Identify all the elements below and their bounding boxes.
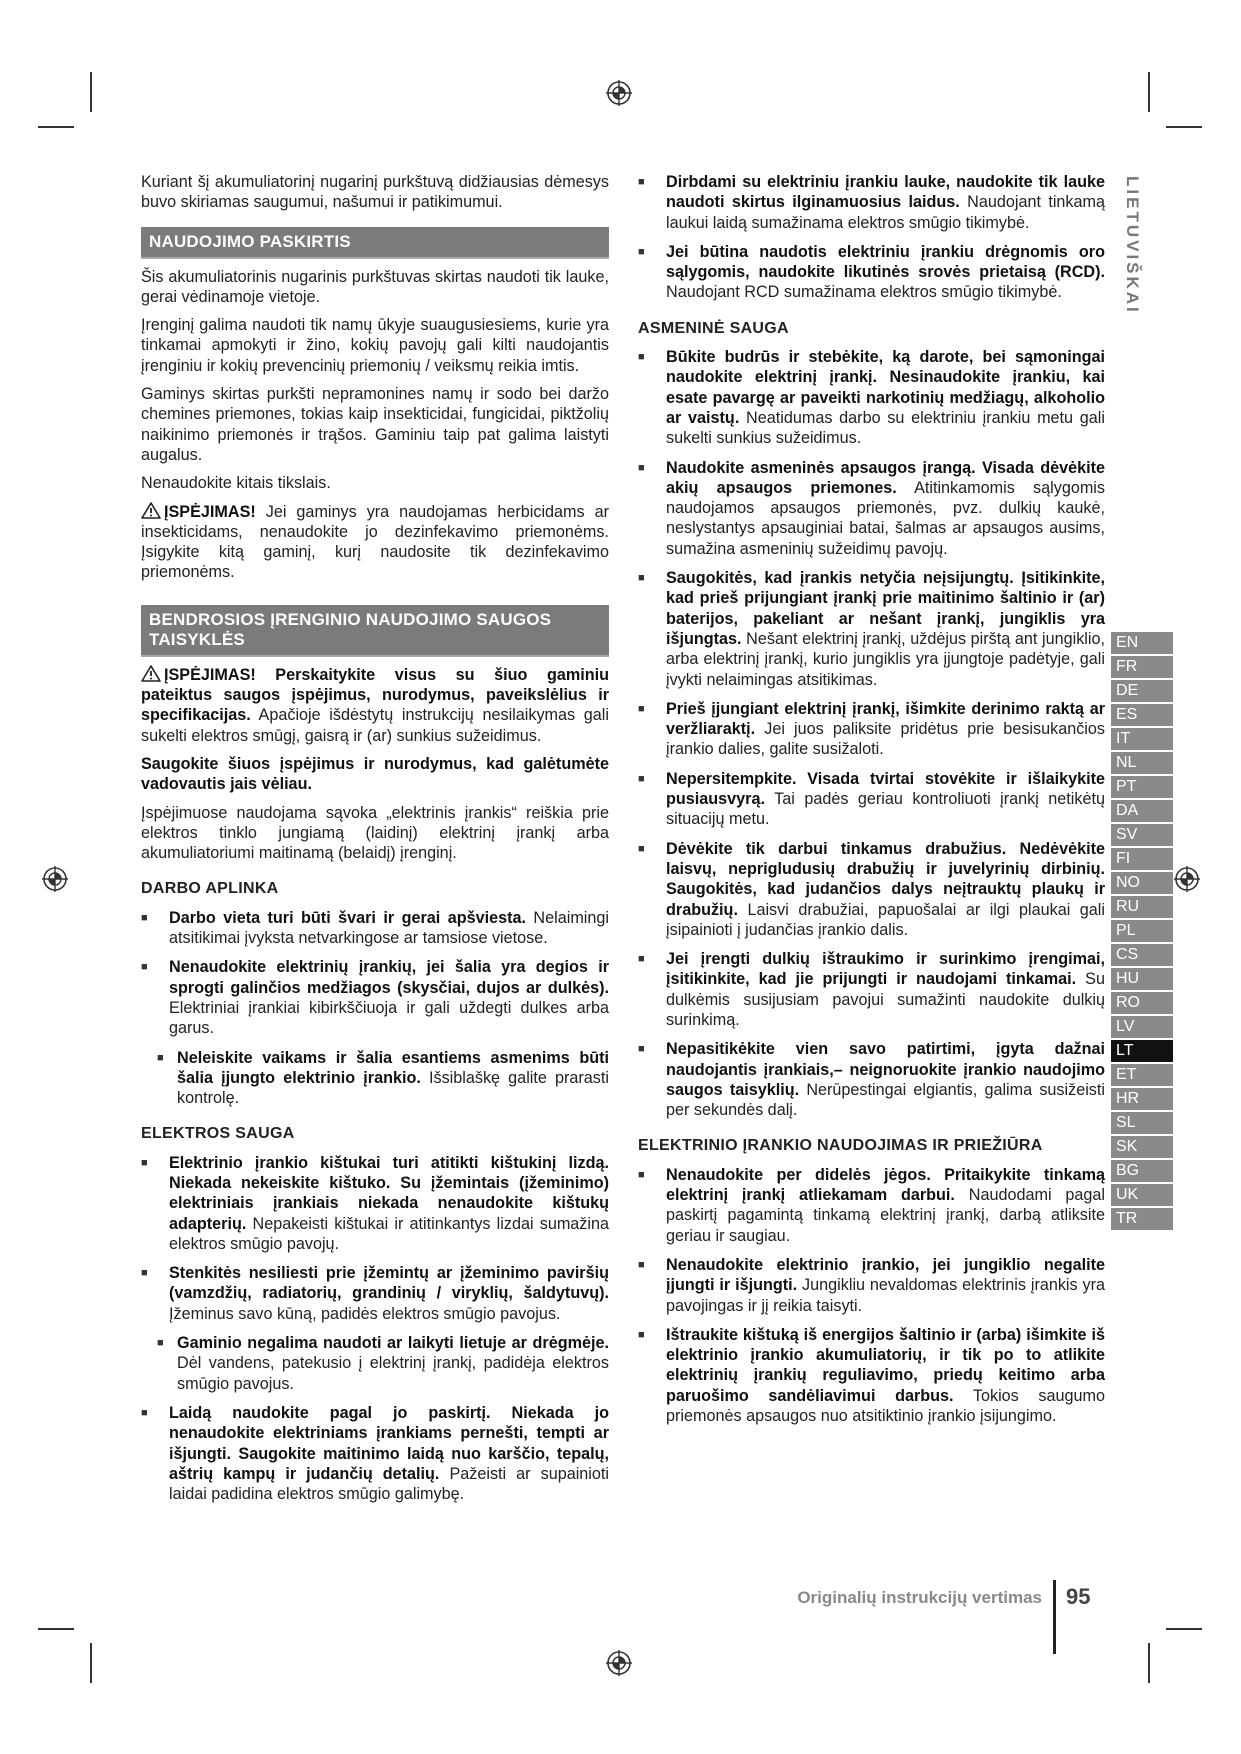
language-tab-ru: RU [1111,894,1173,918]
list-item: ■ Gaminio negalima naudoti ar laikyti lietuje ar drėgmėje. Dėl vandens, patekusio į elektrinį įrankį, padidėja elektros smūgio pavojus. [141,1333,609,1394]
list-item: ■ Prieš įjungiant elektrinį įrankį, išimkite derinimo raktą ar veržliaraktį. Jei juos paliksite pridėtus prie besisukančios įrankio dalies, galite susižaloti. [638,699,1105,760]
language-tab-it: IT [1111,726,1173,750]
crop-mark [38,1628,74,1630]
list-item: ■ Dirbdami su elektriniu įrankiu lauke, naudokite tik lauke naudoti skirtus ilginamuosius laidus. Naudojant tinkamą laukui laidą sumažinama elektros smūgio tikimybė. [638,172,1105,233]
footer-divider [1053,1580,1056,1654]
registration-mark-icon [604,78,634,108]
language-tab-lv: LV [1111,1014,1173,1038]
paragraph: Gaminys skirtas purkšti nepramonines namų ir sodo bei daržo chemines priemones, tokias kaip insekticidai, fungicidai, piktžolių naikinimo priemonės ir trąšos. Gaminiu taip pat galima laistyti augalus. [141,385,609,464]
list-item: ■ Neleiskite vaikams ir šalia esantiems asmenims būti šalia įjungto elektrinio įrankio. Išsiblaškę galite prarasti kontrolę. [141,1048,609,1109]
list-item: ■ Nenaudokite per didelės jėgos. Pritaikykite tinkamą elektrinį įrankį atliekamam darbui. Naudodami pagal paskirtį pagamintą tinkamą elektrinį įrankį, darbą atliksite geriau ir saugiau. [638,1165,1105,1246]
registration-mark-icon [40,864,70,894]
warning-label: ĮSPĖJIMAS! Perskaitykite visus su šiuo gaminiu pateiktus saugos įspėjimus, nurodymus, paveikslėlius ir specifikacijas. [141,665,609,725]
subheading-electrical-safety: ELEKTROS SAUGA [141,1125,295,1143]
footer-label: Originalių instrukcijų vertimas [797,1588,1042,1607]
section-banner-intended-use: NAUDOJIMO PASKIRTIS [141,227,609,259]
list-item: ■ Elektrinio įrankio kištukai turi atitikti kištukinį lizdą. Niekada nekeiskite kištuko. Su įžemintais (įžeminimo) elektriniais įrankiais niekada nenaudokite kištukų adapterių. Nepakeisti kištukai ir atitinkantys lizdai sumažina elektros smūgio pavojų. [141,1153,609,1254]
language-tab-cs: CS [1111,942,1173,966]
language-tab-sv: SV [1111,822,1173,846]
language-tab-pl: PL [1111,918,1173,942]
warning-label: ĮSPĖJIMAS! [164,502,256,521]
language-tab-nl: NL [1111,750,1173,774]
left-column [141,172,609,1504]
warning-triangle-icon [141,502,161,519]
language-tab-sk: SK [1111,1134,1173,1158]
electrical-list-continued [638,172,1105,303]
paragraph: Šis akumuliatorinis nugarinis purkštuvas skirtas naudoti tik lauke, gerai vėdinamoje vietoje. [141,267,609,306]
personal-list [638,347,1105,1120]
crop-mark [1148,72,1150,112]
warning-paragraph [141,665,609,746]
subheading-personal-safety: ASMENINĖ SAUGA [638,319,789,337]
language-tab-en: EN [1111,630,1173,654]
crop-mark [38,126,74,128]
crop-mark [90,72,92,112]
language-tab-sl: SL [1111,1110,1173,1134]
language-tab-ro: RO [1111,990,1173,1014]
paragraph: Nenaudokite kitais tikslais. [141,474,331,493]
list-item: ■ Jei būtina naudotis elektriniu įrankiu drėgnomis oro sąlygomis, naudokite likutinės srovės prietaisą (RCD). Naudojant RCD sumažinama elektros smūgio tikimybė. [638,242,1105,303]
section-banner-general-safety: BENDROSIOS ĮRENGINIO NAUDOJIMO SAUGOS TAISYKLĖS [141,605,609,657]
language-tab-uk: UK [1111,1182,1173,1206]
crop-mark [1166,1628,1202,1630]
language-tab-fi: FI [1111,846,1173,870]
language-tab-no: NO [1111,870,1173,894]
list-item: ■ Stenkitės nesiliesti prie įžemintų ar įžeminimo paviršių (vamzdžių, radiatorių, grandinių / viryklių, šaldytuvų). Įžeminus savo kūną, padidės elektros smūgio pavojus. [141,1263,609,1324]
list-item: ■ Nenaudokite elektrinių įrankių, jei šalia yra degios ir sprogti galinčios medžiagos (skysčiai, dujos ar dulkės). Elektriniai įrankiai kibirkščiuoja ir gali uždegti dulkes arba garus. [141,957,609,1038]
list-item: ■ Laidą naudokite pagal jo paskirtį. Niekada jo nenaudokite elektriniams įrankiams pernešti, tempti ar išjungti. Saugokite maitinimo laidą nuo karščio, tepalų, aštrių kampų ir judančių detalių. Pažeisti ar supainioti laidai padidina elektros smūgio galimybę. [141,1403,609,1504]
list-item: ■ Jei įrengti dulkių ištraukimo ir surinkimo įrengimai, įsitikinkite, kad jie prijungti ir naudojami tinkamai. Su dulkėmis susijusiam pavojui sumažinti naudokite dulkių surinkimą. [638,949,1105,1030]
warning-text: Apačioje išdėstytų instrukcijų nesilaikymas gali sukelti elektros smūgį, gaisrą ir (ar) sunkius sužeidimus. [141,706,609,745]
language-tabs [1111,630,1173,1230]
language-tab-tr: TR [1111,1206,1173,1230]
page-number: 95 [1066,1584,1091,1609]
language-tab-da: DA [1111,798,1173,822]
list-item: ■ Naudokite asmeninės apsaugos įrangą. Visada dėvėkite akių apsaugos priemones. Atitinkamomis sąlygomis naudojamos apsaugos priemonės, pvz. dulkių kaukė, neslystantys apsauginiai batai, šalmas ar apsaugos ausims, sumažina asmeninių sužeidimų pavojų. [638,458,1105,559]
list-item: ■ Nenaudokite elektrinio įrankio, jei jungiklio negalite įjungti ir išjungti. Jungikliu nevaldomas elektrinis įrankis yra pavojingas ir jį reikia taisyti. [638,1255,1105,1316]
paragraph: Įrenginį galima naudoti tik namų ūkyje suaugusiesiems, kurie yra tinkamai apmokyti ir žino, kokių pavojų gali kilti naudojantis įrenginiu ir kokių prevencinių priemonių / veiksmų reikia imtis. [141,316,609,375]
crop-mark [1148,1643,1150,1683]
work-area-list [141,908,609,1109]
crop-mark [1166,126,1202,128]
keep-instructions-text: Saugokite šiuos įspėjimus ir nurodymus, kad galėtumėte vadovautis jais vėliau. [141,754,609,794]
language-tab-lt: LT [1111,1038,1173,1062]
list-item: ■ Būkite budrūs ir stebėkite, ką darote, bei sąmoningai naudokite elektrinį įrankį. Nesinaudokite įrankiu, kai esate pavargę ar paveikti narkotinių medžiagų, alkoholio ar vaistų. Neatidumas darbo su elektriniu įrankiu metu gali sukelti sunkius sužeidimus. [638,347,1105,448]
language-label-vertical [1122,176,1144,326]
language-tab-hr: HR [1111,1086,1173,1110]
subheading-tool-use: ELEKTRINIO ĮRANKIO NAUDOJIMAS IR PRIEŽIŪRA [638,1137,1043,1155]
list-item: ■ Saugokitės, kad įrankis netyčia neįsijungtų. Įsitikinkite, kad prieš prijungiant įrankį prie maitinimo šaltinio ir (ar) baterijos, pakeliant ar nešant įrankį, jungiklis yra išjungtas. Nešant elektrinį įrankį, uždėjus pirštą ant jungiklio, arba elektrinį įrankį, kurio jungiklis yra įjungtoje padėtyje, gali įvykti nelaimingas atsitikimas. [638,568,1105,690]
language-tab-es: ES [1111,702,1173,726]
electrical-list [141,1153,609,1505]
intro-paragraph: Kuriant šį akumuliatorinį nugarinį purkštuvą didžiausias dėmesys buvo skiriamas saugumui, našumui ir patikimumui. [141,173,609,212]
warning-triangle-icon [141,665,161,682]
list-item: ■ Darbo vieta turi būti švari ir gerai apšviesta. Nelaimingi atsitikimai įvyksta netvarkingose ar tamsiose vietose. [141,908,609,949]
language-tab-fr: FR [1111,654,1173,678]
right-column [638,172,1105,1435]
list-item: ■ Nepersitempkite. Visada tvirtai stovėkite ir išlaikykite pusiausvyrą. Tai padės geriau kontroliuoti įrankį netikėtų situacijų metu. [638,769,1105,830]
keep-instructions [141,754,609,795]
language-label-text: LIETUVIŠKAI [1123,176,1142,315]
language-tab-pt: PT [1111,774,1173,798]
language-tab-de: DE [1111,678,1173,702]
language-tab-bg: BG [1111,1158,1173,1182]
subheading-work-area: DARBO APLINKA [141,880,279,898]
registration-mark-icon [1172,864,1202,894]
language-tab-hu: HU [1111,966,1173,990]
language-tab-et: ET [1111,1062,1173,1086]
tool-use-list [638,1165,1105,1427]
list-item: ■ Dėvėkite tik darbui tinkamus drabužius. Nedėvėkite laisvų, neprigludusių drabužių ir juvelyrinių dirbinių. Saugokitės, kad judančios dalys neįtrauktų plaukų ir drabužių. Laisvi drabužiai, papuošalai ar ilgi plaukai gali įsipainioti į judančias įrankio dalis. [638,839,1105,940]
warning-text: Jei gaminys yra naudojamas herbicidams ar insekticidams, nenaudokite jo dezinfekavimo priemonėms. Įsigykite kitą gaminį, kurį naudosite tik dezinfekavimo priemonėms. [141,502,609,582]
term-definition: Įspėjimuose naudojama sąvoka „elektrinis įrankis“ reiškia prie elektros tinklo jungiamą (laidinį) elektrinį įrankį arba akumuliatoriumi maitinamą (belaidį) įrenginį. [141,803,609,863]
registration-mark-icon [604,1648,634,1678]
crop-mark [90,1643,92,1683]
warning-paragraph [141,502,609,583]
list-item: ■ Nepasitikėkite vien savo patirtimi, įgyta dažnai naudojantis įrankiais,– neignoruokite įrankio naudojimo saugos taisyklių. Nerūpestingai elgiantis, galima susižeisti per sekundės dalį. [638,1039,1105,1120]
list-item: ■ Ištraukite kištuką iš energijos šaltinio ir (arba) išimkite iš elektrinio įrankio akumuliatorių, ir tik po to atlikite elektrinių įrankių reguliavimo, priedų keitimo arba paruošimo sandėliavimui darbus. Tokios saugumo priemonės apsaugos nuo atsitiktinio įrankio įsijungimo. [638,1325,1105,1426]
